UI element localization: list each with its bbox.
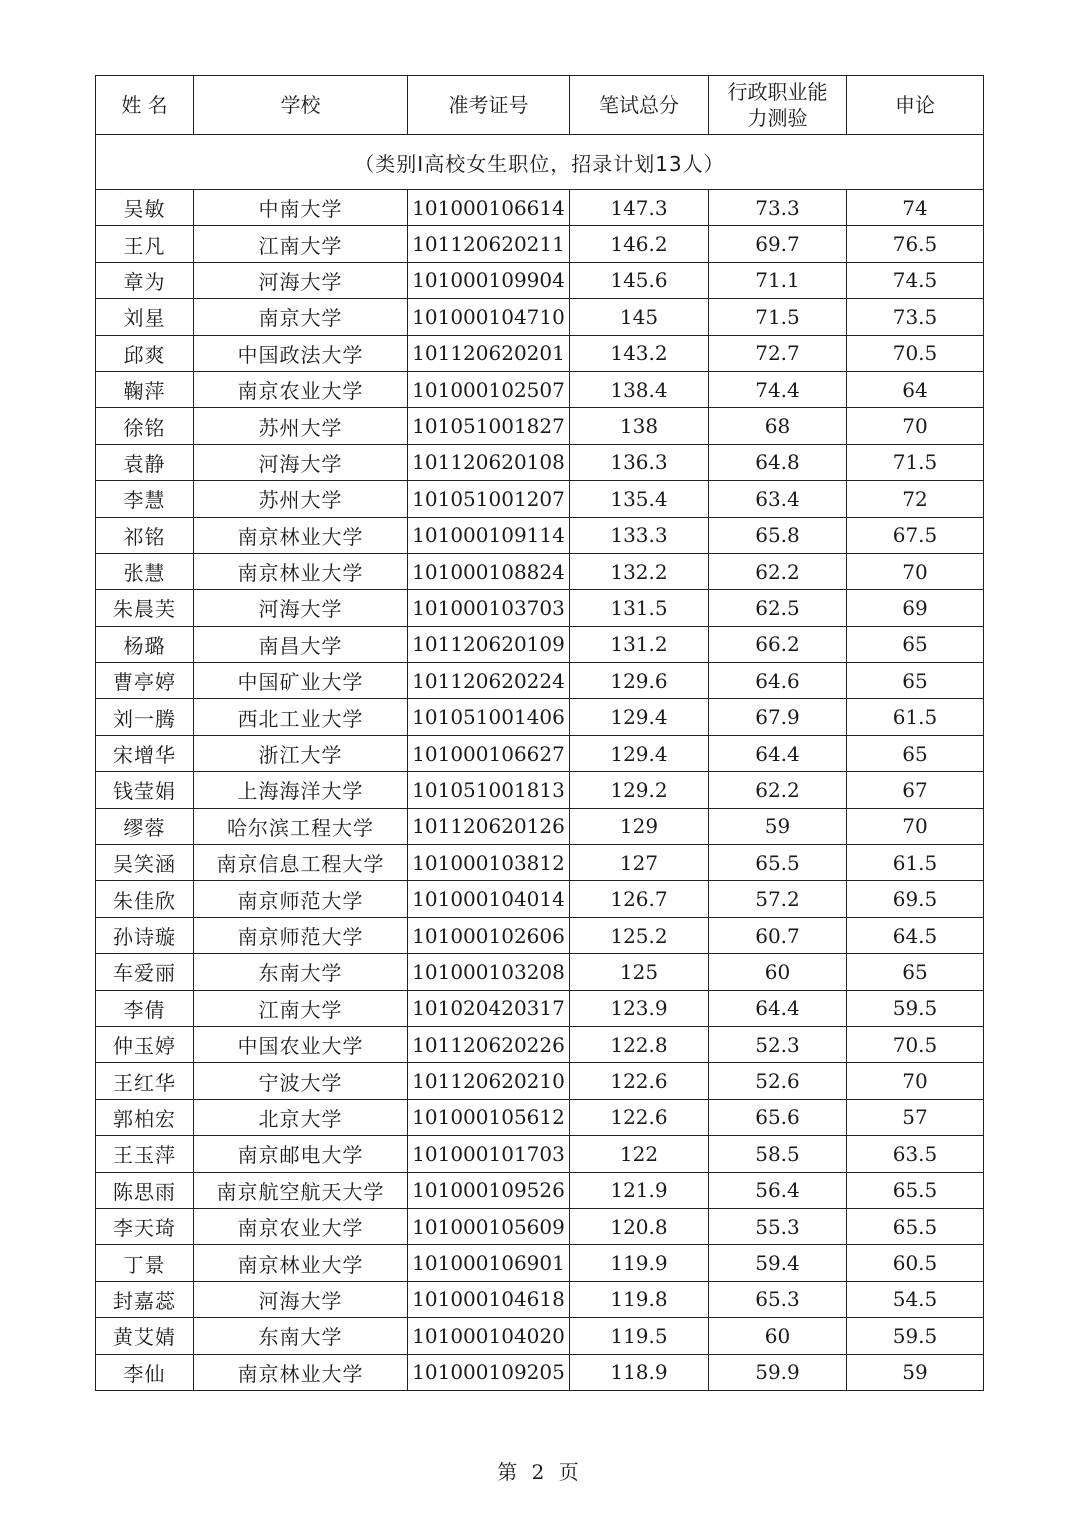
cell-name: 陈思雨	[96, 1172, 194, 1208]
cell-name: 钱莹娟	[96, 772, 194, 808]
cell-name: 王红华	[96, 1063, 194, 1099]
cell-name: 张慧	[96, 553, 194, 589]
cell-school: 南京农业大学	[194, 371, 408, 407]
cell-aptitude-score: 64.4	[709, 990, 847, 1026]
table-row	[96, 1136, 984, 1172]
cell-name: 曹亭婷	[96, 663, 194, 699]
cell-exam-number: 101020420317	[408, 990, 570, 1026]
cell-total-score: 131.5	[570, 590, 709, 626]
cell-school: 浙江大学	[194, 735, 408, 771]
cell-total-score: 145.6	[570, 262, 709, 298]
cell-name: 李慧	[96, 481, 194, 517]
cell-exam-number: 101000104014	[408, 881, 570, 917]
cell-aptitude-score: 68	[709, 408, 847, 444]
table-row	[96, 1208, 984, 1244]
cell-school: 南京林业大学	[194, 1354, 408, 1390]
cell-exam-number: 101000101703	[408, 1136, 570, 1172]
cell-aptitude-score: 59	[709, 808, 847, 844]
cell-essay-score: 70.5	[847, 1026, 984, 1062]
cell-name: 吴敏	[96, 190, 194, 226]
cell-total-score: 119.9	[570, 1245, 709, 1281]
cell-essay-score: 61.5	[847, 845, 984, 881]
cell-essay-score: 64.5	[847, 917, 984, 953]
cell-total-score: 120.8	[570, 1208, 709, 1244]
cell-aptitude-score: 69.7	[709, 226, 847, 262]
cell-essay-score: 73.5	[847, 299, 984, 335]
table-row	[96, 1318, 984, 1354]
cell-essay-score: 65.5	[847, 1172, 984, 1208]
cell-exam-number: 101000102507	[408, 371, 570, 407]
cell-exam-number: 101051001406	[408, 699, 570, 735]
cell-aptitude-score: 65.3	[709, 1281, 847, 1317]
cell-exam-number: 101000103812	[408, 845, 570, 881]
cell-school: 河海大学	[194, 444, 408, 480]
cell-total-score: 132.2	[570, 553, 709, 589]
cell-school: 江南大学	[194, 990, 408, 1026]
table-row	[96, 262, 984, 298]
table-row	[96, 663, 984, 699]
cell-exam-number: 101000105612	[408, 1099, 570, 1135]
cell-essay-score: 70	[847, 408, 984, 444]
cell-essay-score: 74	[847, 190, 984, 226]
cell-aptitude-score: 62.2	[709, 772, 847, 808]
cell-school: 中国矿业大学	[194, 663, 408, 699]
cell-name: 黄艾婧	[96, 1318, 194, 1354]
cell-aptitude-score: 73.3	[709, 190, 847, 226]
cell-aptitude-score: 52.3	[709, 1026, 847, 1062]
cell-exam-number: 101000104710	[408, 299, 570, 335]
cell-essay-score: 59.5	[847, 990, 984, 1026]
table-row	[96, 881, 984, 917]
cell-aptitude-score: 57.2	[709, 881, 847, 917]
cell-school: 南京林业大学	[194, 517, 408, 553]
cell-aptitude-score: 60.7	[709, 917, 847, 953]
cell-school: 苏州大学	[194, 481, 408, 517]
cell-exam-number: 101000106627	[408, 735, 570, 771]
header-total-score: 笔试总分	[570, 76, 709, 135]
cell-aptitude-score: 62.5	[709, 590, 847, 626]
cell-school: 河海大学	[194, 262, 408, 298]
cell-school: 南昌大学	[194, 626, 408, 662]
cell-total-score: 138.4	[570, 371, 709, 407]
table-row	[96, 1063, 984, 1099]
cell-essay-score: 63.5	[847, 1136, 984, 1172]
cell-essay-score: 70	[847, 808, 984, 844]
page-number: 第 2 页	[497, 1460, 583, 1484]
cell-name: 朱晨芙	[96, 590, 194, 626]
cell-total-score: 129.4	[570, 699, 709, 735]
cell-school: 中南大学	[194, 190, 408, 226]
cell-total-score: 147.3	[570, 190, 709, 226]
cell-exam-number: 101051001813	[408, 772, 570, 808]
header-essay: 申论	[847, 76, 984, 135]
cell-name: 缪蓉	[96, 808, 194, 844]
cell-essay-score: 59.5	[847, 1318, 984, 1354]
table-row	[96, 371, 984, 407]
cell-name: 鞠萍	[96, 371, 194, 407]
cell-exam-number: 101120620201	[408, 335, 570, 371]
cell-exam-number: 101000109904	[408, 262, 570, 298]
table-row	[96, 626, 984, 662]
cell-exam-number: 101000109205	[408, 1354, 570, 1390]
cell-name: 封嘉蕊	[96, 1281, 194, 1317]
cell-exam-number: 101000109526	[408, 1172, 570, 1208]
cell-total-score: 129.6	[570, 663, 709, 699]
cell-total-score: 127	[570, 845, 709, 881]
cell-total-score: 122.6	[570, 1063, 709, 1099]
cell-name: 李倩	[96, 990, 194, 1026]
cell-school: 西北工业大学	[194, 699, 408, 735]
table-row	[96, 1172, 984, 1208]
cell-total-score: 143.2	[570, 335, 709, 371]
cell-name: 李天琦	[96, 1208, 194, 1244]
table-row	[96, 299, 984, 335]
cell-total-score: 129.4	[570, 735, 709, 771]
cell-name: 仲玉婷	[96, 1026, 194, 1062]
cell-total-score: 118.9	[570, 1354, 709, 1390]
cell-total-score: 123.9	[570, 990, 709, 1026]
cell-aptitude-score: 63.4	[709, 481, 847, 517]
cell-school: 南京师范大学	[194, 881, 408, 917]
cell-essay-score: 65.5	[847, 1208, 984, 1244]
cell-aptitude-score: 59.4	[709, 1245, 847, 1281]
cell-school: 河海大学	[194, 1281, 408, 1317]
cell-school: 中国政法大学	[194, 335, 408, 371]
table-row	[96, 917, 984, 953]
cell-essay-score: 76.5	[847, 226, 984, 262]
table-row	[96, 444, 984, 480]
cell-name: 郭柏宏	[96, 1099, 194, 1135]
table-row	[96, 408, 984, 444]
cell-total-score: 119.8	[570, 1281, 709, 1317]
header-aptitude-test	[709, 76, 847, 135]
cell-exam-number: 101120620211	[408, 226, 570, 262]
cell-essay-score: 70	[847, 1063, 984, 1099]
cell-aptitude-score: 72.7	[709, 335, 847, 371]
cell-name: 邱爽	[96, 335, 194, 371]
cell-essay-score: 67.5	[847, 517, 984, 553]
cell-school: 江南大学	[194, 226, 408, 262]
cell-total-score: 119.5	[570, 1318, 709, 1354]
category-row	[96, 135, 984, 190]
cell-name: 徐铭	[96, 408, 194, 444]
cell-essay-score: 54.5	[847, 1281, 984, 1317]
cell-total-score: 125.2	[570, 917, 709, 953]
cell-exam-number: 101000102606	[408, 917, 570, 953]
cell-aptitude-score: 59.9	[709, 1354, 847, 1390]
cell-school: 南京信息工程大学	[194, 845, 408, 881]
header-name: 姓 名	[96, 76, 194, 135]
table-row	[96, 590, 984, 626]
table-row	[96, 1281, 984, 1317]
cell-exam-number: 101000104618	[408, 1281, 570, 1317]
table-row	[96, 1026, 984, 1062]
cell-total-score: 122.8	[570, 1026, 709, 1062]
table-row	[96, 190, 984, 226]
table-row	[96, 845, 984, 881]
table-row	[96, 553, 984, 589]
cell-name: 刘星	[96, 299, 194, 335]
cell-school: 南京林业大学	[194, 553, 408, 589]
cell-essay-score: 57	[847, 1099, 984, 1135]
cell-school: 南京航空航天大学	[194, 1172, 408, 1208]
cell-aptitude-score: 65.6	[709, 1099, 847, 1135]
cell-exam-number: 101000108824	[408, 553, 570, 589]
cell-exam-number: 101120620210	[408, 1063, 570, 1099]
cell-essay-score: 72	[847, 481, 984, 517]
header-school: 学校	[194, 76, 408, 135]
cell-total-score: 145	[570, 299, 709, 335]
cell-total-score: 135.4	[570, 481, 709, 517]
table-row	[96, 1099, 984, 1135]
cell-essay-score: 65	[847, 663, 984, 699]
cell-essay-score: 71.5	[847, 444, 984, 480]
cell-essay-score: 69.5	[847, 881, 984, 917]
cell-aptitude-score: 60	[709, 1318, 847, 1354]
cell-exam-number: 101000109114	[408, 517, 570, 553]
cell-exam-number: 101051001207	[408, 481, 570, 517]
cell-school: 上海海洋大学	[194, 772, 408, 808]
cell-name: 丁景	[96, 1245, 194, 1281]
cell-total-score: 136.3	[570, 444, 709, 480]
header-aptitude-label: 行政职业能力测验	[727, 80, 828, 130]
cell-name: 祁铭	[96, 517, 194, 553]
cell-aptitude-score: 52.6	[709, 1063, 847, 1099]
cell-total-score: 122.6	[570, 1099, 709, 1135]
cell-name: 孙诗璇	[96, 917, 194, 953]
cell-name: 李仙	[96, 1354, 194, 1390]
cell-school: 南京大学	[194, 299, 408, 335]
table-row	[96, 1245, 984, 1281]
cell-name: 车爱丽	[96, 954, 194, 990]
table-row	[96, 335, 984, 371]
cell-exam-number: 101120620224	[408, 663, 570, 699]
cell-essay-score: 70.5	[847, 335, 984, 371]
cell-aptitude-score: 74.4	[709, 371, 847, 407]
cell-school: 中国农业大学	[194, 1026, 408, 1062]
cell-name: 宋增华	[96, 735, 194, 771]
cell-exam-number: 101120620226	[408, 1026, 570, 1062]
table-row	[96, 226, 984, 262]
cell-total-score: 122	[570, 1136, 709, 1172]
cell-name: 杨璐	[96, 626, 194, 662]
cell-total-score: 146.2	[570, 226, 709, 262]
table-row	[96, 735, 984, 771]
cell-exam-number: 101000103703	[408, 590, 570, 626]
cell-total-score: 121.9	[570, 1172, 709, 1208]
cell-school: 南京林业大学	[194, 1245, 408, 1281]
cell-aptitude-score: 65.8	[709, 517, 847, 553]
cell-exam-number: 101000106614	[408, 190, 570, 226]
table-row	[96, 517, 984, 553]
cell-aptitude-score: 64.8	[709, 444, 847, 480]
cell-aptitude-score: 67.9	[709, 699, 847, 735]
cell-school: 南京农业大学	[194, 1208, 408, 1244]
cell-total-score: 125	[570, 954, 709, 990]
cell-school: 东南大学	[194, 954, 408, 990]
cell-school: 苏州大学	[194, 408, 408, 444]
cell-exam-number: 101000106901	[408, 1245, 570, 1281]
cell-exam-number: 101000103208	[408, 954, 570, 990]
cell-name: 章为	[96, 262, 194, 298]
cell-aptitude-score: 66.2	[709, 626, 847, 662]
cell-essay-score: 67	[847, 772, 984, 808]
cell-aptitude-score: 64.6	[709, 663, 847, 699]
cell-name: 朱佳欣	[96, 881, 194, 917]
cell-aptitude-score: 71.5	[709, 299, 847, 335]
cell-essay-score: 65	[847, 735, 984, 771]
cell-name: 王凡	[96, 226, 194, 262]
cell-essay-score: 65	[847, 954, 984, 990]
cell-exam-number: 101000105609	[408, 1208, 570, 1244]
table-row	[96, 1354, 984, 1390]
cell-school: 哈尔滨工程大学	[194, 808, 408, 844]
cell-essay-score: 65	[847, 626, 984, 662]
cell-aptitude-score: 56.4	[709, 1172, 847, 1208]
cell-total-score: 133.3	[570, 517, 709, 553]
cell-essay-score: 70	[847, 553, 984, 589]
cell-school: 北京大学	[194, 1099, 408, 1135]
cell-exam-number: 101000104020	[408, 1318, 570, 1354]
cell-school: 南京师范大学	[194, 917, 408, 953]
table-row	[96, 772, 984, 808]
cell-aptitude-score: 55.3	[709, 1208, 847, 1244]
cell-essay-score: 61.5	[847, 699, 984, 735]
cell-total-score: 131.2	[570, 626, 709, 662]
cell-essay-score: 59	[847, 1354, 984, 1390]
cell-name: 刘一腾	[96, 699, 194, 735]
cell-total-score: 126.7	[570, 881, 709, 917]
cell-essay-score: 60.5	[847, 1245, 984, 1281]
cell-total-score: 129.2	[570, 772, 709, 808]
cell-name: 吴笑涵	[96, 845, 194, 881]
cell-essay-score: 69	[847, 590, 984, 626]
cell-exam-number: 101120620109	[408, 626, 570, 662]
cell-exam-number: 101120620126	[408, 808, 570, 844]
cell-total-score: 138	[570, 408, 709, 444]
header-row	[96, 76, 984, 135]
cell-aptitude-score: 65.5	[709, 845, 847, 881]
cell-total-score: 129	[570, 808, 709, 844]
cell-essay-score: 64	[847, 371, 984, 407]
cell-school: 宁波大学	[194, 1063, 408, 1099]
score-table	[95, 75, 984, 1391]
cell-school: 东南大学	[194, 1318, 408, 1354]
table-row	[96, 699, 984, 735]
header-exam-number: 准考证号	[408, 76, 570, 135]
cell-aptitude-score: 64.4	[709, 735, 847, 771]
cell-exam-number: 101120620108	[408, 444, 570, 480]
cell-essay-score: 74.5	[847, 262, 984, 298]
table-row	[96, 990, 984, 1026]
cell-exam-number: 101051001827	[408, 408, 570, 444]
table-row	[96, 481, 984, 517]
cell-aptitude-score: 71.1	[709, 262, 847, 298]
cell-aptitude-score: 62.2	[709, 553, 847, 589]
cell-name: 王玉萍	[96, 1136, 194, 1172]
cell-aptitude-score: 60	[709, 954, 847, 990]
table-row	[96, 808, 984, 844]
category-label: （类别I高校女生职位，招录计划13人）	[96, 135, 984, 190]
cell-name: 袁静	[96, 444, 194, 480]
table-row	[96, 954, 984, 990]
cell-school: 南京邮电大学	[194, 1136, 408, 1172]
cell-school: 河海大学	[194, 590, 408, 626]
cell-aptitude-score: 58.5	[709, 1136, 847, 1172]
